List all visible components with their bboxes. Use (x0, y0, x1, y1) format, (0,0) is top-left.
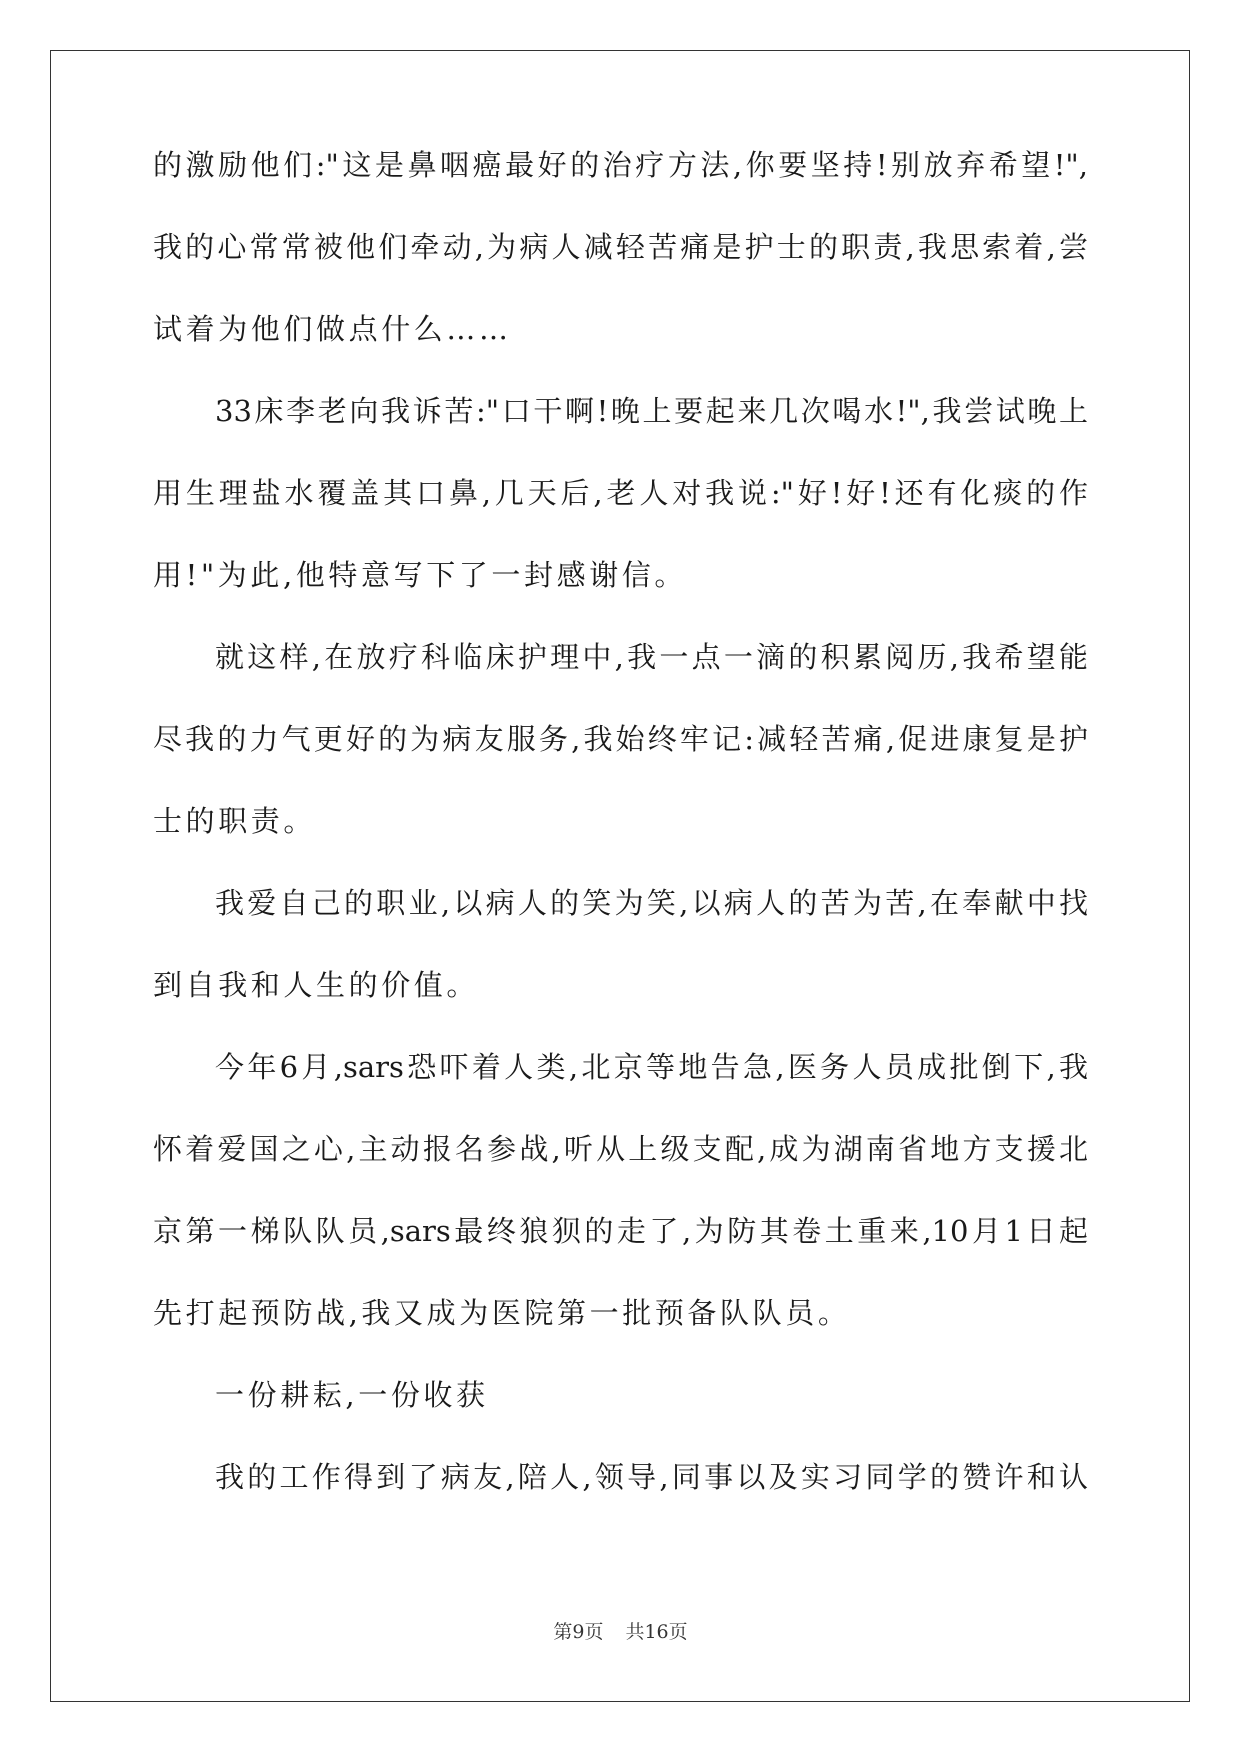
text-line: 的激励他们:"这是鼻咽癌最好的治疗方法,你要坚持!别放弃希望!", (153, 148, 1088, 182)
text-line: 先打起预防战,我又成为医院第一批预备队队员。 (153, 1296, 851, 1330)
text-line: 我的心常常被他们牵动,为病人减轻苦痛是护士的职责,我思索着,尝 (153, 230, 1088, 264)
text-line: 到自我和人生的价值。 (153, 968, 480, 1002)
page-number: 第9页 (553, 1621, 604, 1643)
page-total: 共16页 (625, 1621, 688, 1643)
text-line: 我爱自己的职业,以病人的笑为笑,以病人的苦为苦,在奉献中找 (215, 886, 1088, 920)
text-line: 用生理盐水覆盖其口鼻,几天后,老人对我说:"好!好!还有化痰的作 (153, 476, 1088, 510)
text-line: 试着为他们做点什么…… (153, 312, 512, 346)
text-line: 就这样,在放疗科临床护理中,我一点一滴的积累阅历,我希望能 (215, 640, 1088, 674)
section-heading: 一份耕耘,一份收获 (215, 1378, 489, 1412)
text-line: 我的工作得到了病友,陪人,领导,同事以及实习同学的赞许和认 (215, 1460, 1088, 1494)
text-line: 用!"为此,他特意写下了一封感谢信。 (153, 558, 688, 592)
text-line: 京第一梯队队员,sars最终狼狈的走了,为防其卷土重来,10月1日起 (153, 1214, 1088, 1248)
page-footer (0, 1617, 1241, 1644)
document-body (153, 148, 1088, 1518)
text-line: 尽我的力气更好的为病友服务,我始终牢记:减轻苦痛,促进康复是护 (153, 722, 1088, 756)
text-line: 今年6月,sars恐吓着人类,北京等地告急,医务人员成批倒下,我 (215, 1050, 1088, 1084)
text-line: 士的职责。 (153, 804, 317, 838)
text-line: 33床李老向我诉苦:"口干啊!晚上要起来几次喝水!",我尝试晚上 (215, 394, 1088, 428)
text-line: 怀着爱国之心,主动报名参战,听从上级支配,成为湖南省地方支援北 (153, 1132, 1088, 1166)
